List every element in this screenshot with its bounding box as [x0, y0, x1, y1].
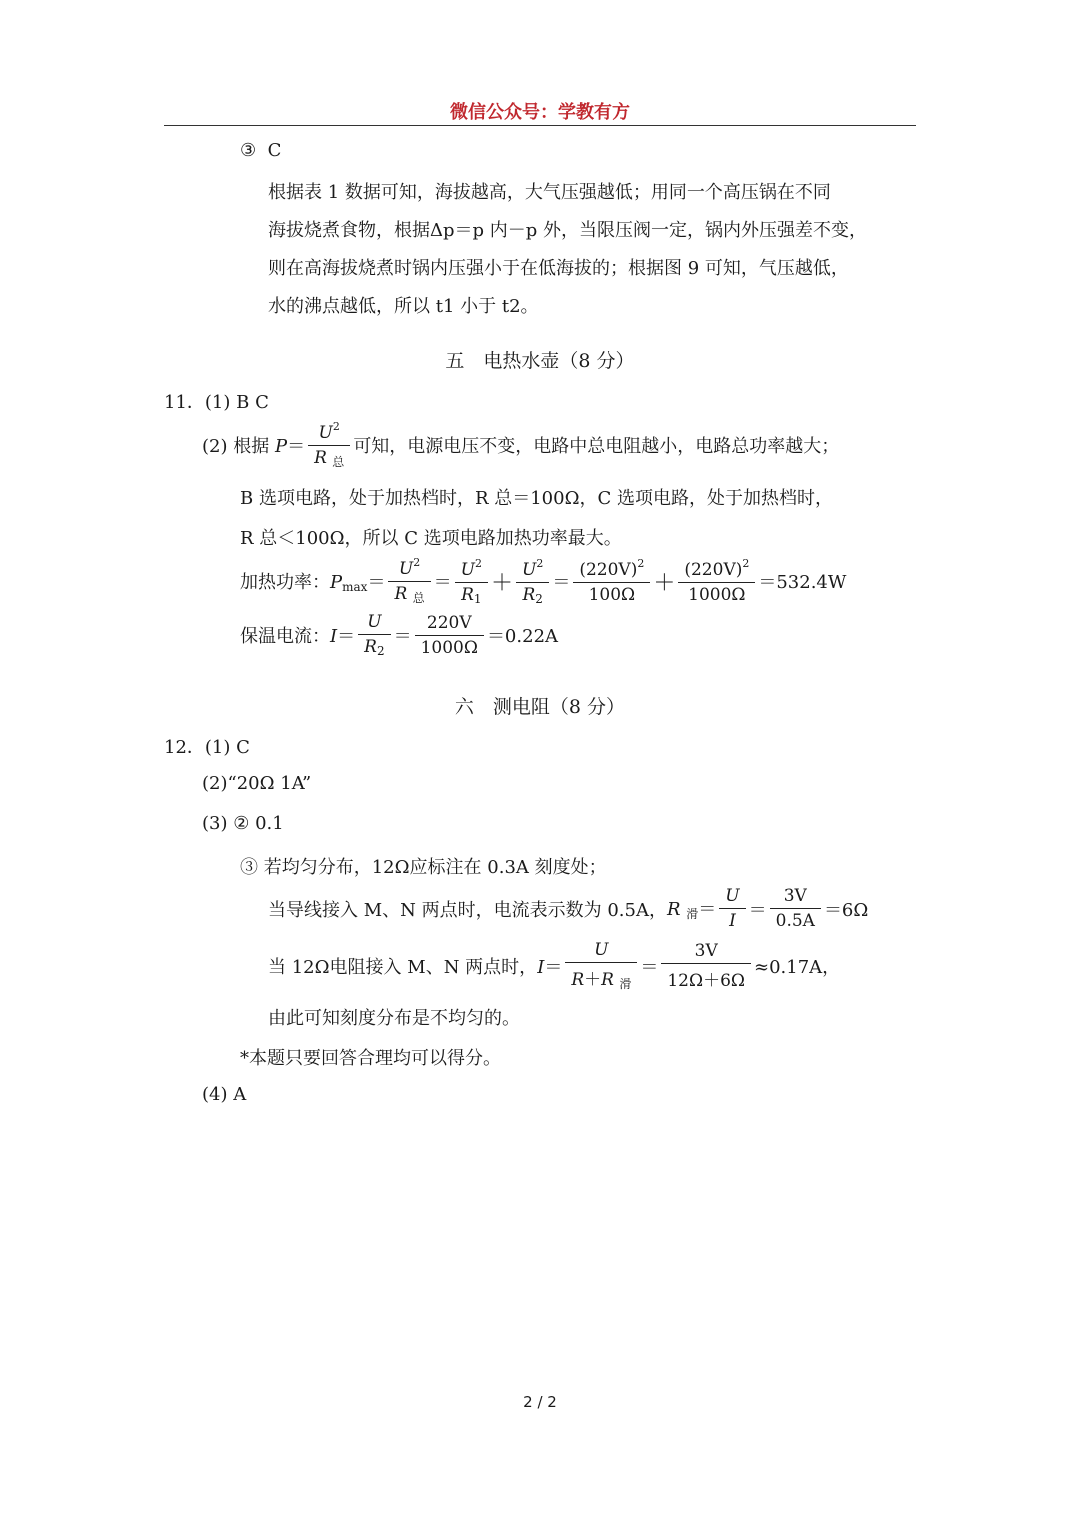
q12-part4: (4) A: [202, 1084, 247, 1105]
q10-answer: C: [267, 140, 282, 161]
q12-part3: (3) ② 0.1: [202, 813, 284, 834]
section-5-title: 五 电热水壶（8 分）: [445, 350, 635, 372]
page-number: 2 / 2: [523, 1393, 557, 1411]
keep-warm-result: ＝0.22A: [486, 626, 559, 647]
circled-3: ③: [240, 140, 257, 161]
line-r-text: 当 12Ω电阻接入 M、N 两点时，: [268, 957, 538, 978]
heating-power-result: ＝532.4W: [758, 572, 847, 593]
q11-part1: 11．(1) B C: [164, 392, 269, 413]
q11-line-c: R 总＜100Ω，所以 C 选项电路加热功率最大。: [240, 528, 622, 549]
keep-warm-label: 保温电流：: [240, 626, 330, 647]
line-m-result: ＝6Ω: [823, 899, 869, 921]
line-r-result: ≈0.17A，: [754, 957, 841, 978]
q12-part2: (2)“20Ω 1A”: [202, 773, 312, 794]
heating-power-formula: 加热功率： $P_{max}=$ $\frac{U^2}{R _总}$ ＝ $\frac{U^2}{R_1}$ ＋ $\frac{U^2}{R_2}$ ＝ $\frac{(220V)^2}{100\Omega}$ ＋ $\frac{(220V)^2}{1000\Omega}$ ＝532.4W: [240, 556, 847, 606]
formula-p: P＝: [274, 436, 306, 457]
q11-line-b: B 选项电路，处于加热档时，R 总＝100Ω，C 选项电路，处于加热档时，: [240, 488, 833, 509]
q10-line-1: 根据表 1 数据可知，海拔越高，大气压强越低；用同一个高压锅在不同: [268, 182, 831, 203]
q12-conclusion: 由此可知刻度分布是不均匀的。: [268, 1008, 520, 1029]
header-title: 微信公众号：学教有方: [450, 102, 630, 123]
q12-part1: 12．(1) C: [164, 737, 250, 758]
q11-part2: [202, 420, 839, 470]
keep-warm-current-formula: 保温电流： I＝ $\frac{U}{R_2}$ ＝ $\frac{220V}{1000\Omega}$ ＝0.22A: [240, 612, 559, 658]
q10-line-4: 水的沸点越低，所以 t1 小于 t2。: [268, 296, 539, 317]
heating-power-label: 加热功率：: [240, 572, 330, 593]
current-12ohm-formula: 当 12Ω电阻接入 M、N 两点时， I＝ $\frac{U}{R+R _滑}$ ＝ $\frac{3V}{12\Omega+6\Omega}$ ≈0.17A，: [268, 940, 841, 991]
q10-line-2: 海拔烧煮食物，根据Δp＝p 内－p 外，当限压阀一定，锅内外压强差不变，: [268, 220, 868, 241]
q11-part2-suffix: 可知，电源电压不变，电路中总电阻越小，电路总功率越大；: [353, 436, 840, 457]
q11-part2-prefix: (2) 根据: [202, 436, 270, 457]
line-m-text: 当导线接入 M、N 两点时，电流表示数为 0.5A，: [268, 899, 667, 921]
fraction-u2-over-r: $\frac{U^2}{R _总}$: [308, 420, 350, 470]
header-rule: [164, 125, 916, 126]
q10-item3: [240, 140, 281, 161]
section-6-title: 六 测电阻（8 分）: [454, 696, 626, 718]
q10-line-3: 则在高海拔烧煮时锅内压强小于在低海拔的；根据图 9 可知，气压越低，: [268, 258, 849, 279]
q12-note: *本题只要回答合理均可以得分。: [240, 1048, 501, 1069]
slider-resistance-formula: 当导线接入 M、N 两点时，电流表示数为 0.5A， R $_滑$＝ $\frac{U}{I}$ ＝ $\frac{3V}{0.5A}$ ＝6Ω: [268, 886, 869, 931]
q12-part3-item3: ③ 若均匀分布，12Ω应标注在 0.3A 刻度处；: [240, 857, 607, 878]
